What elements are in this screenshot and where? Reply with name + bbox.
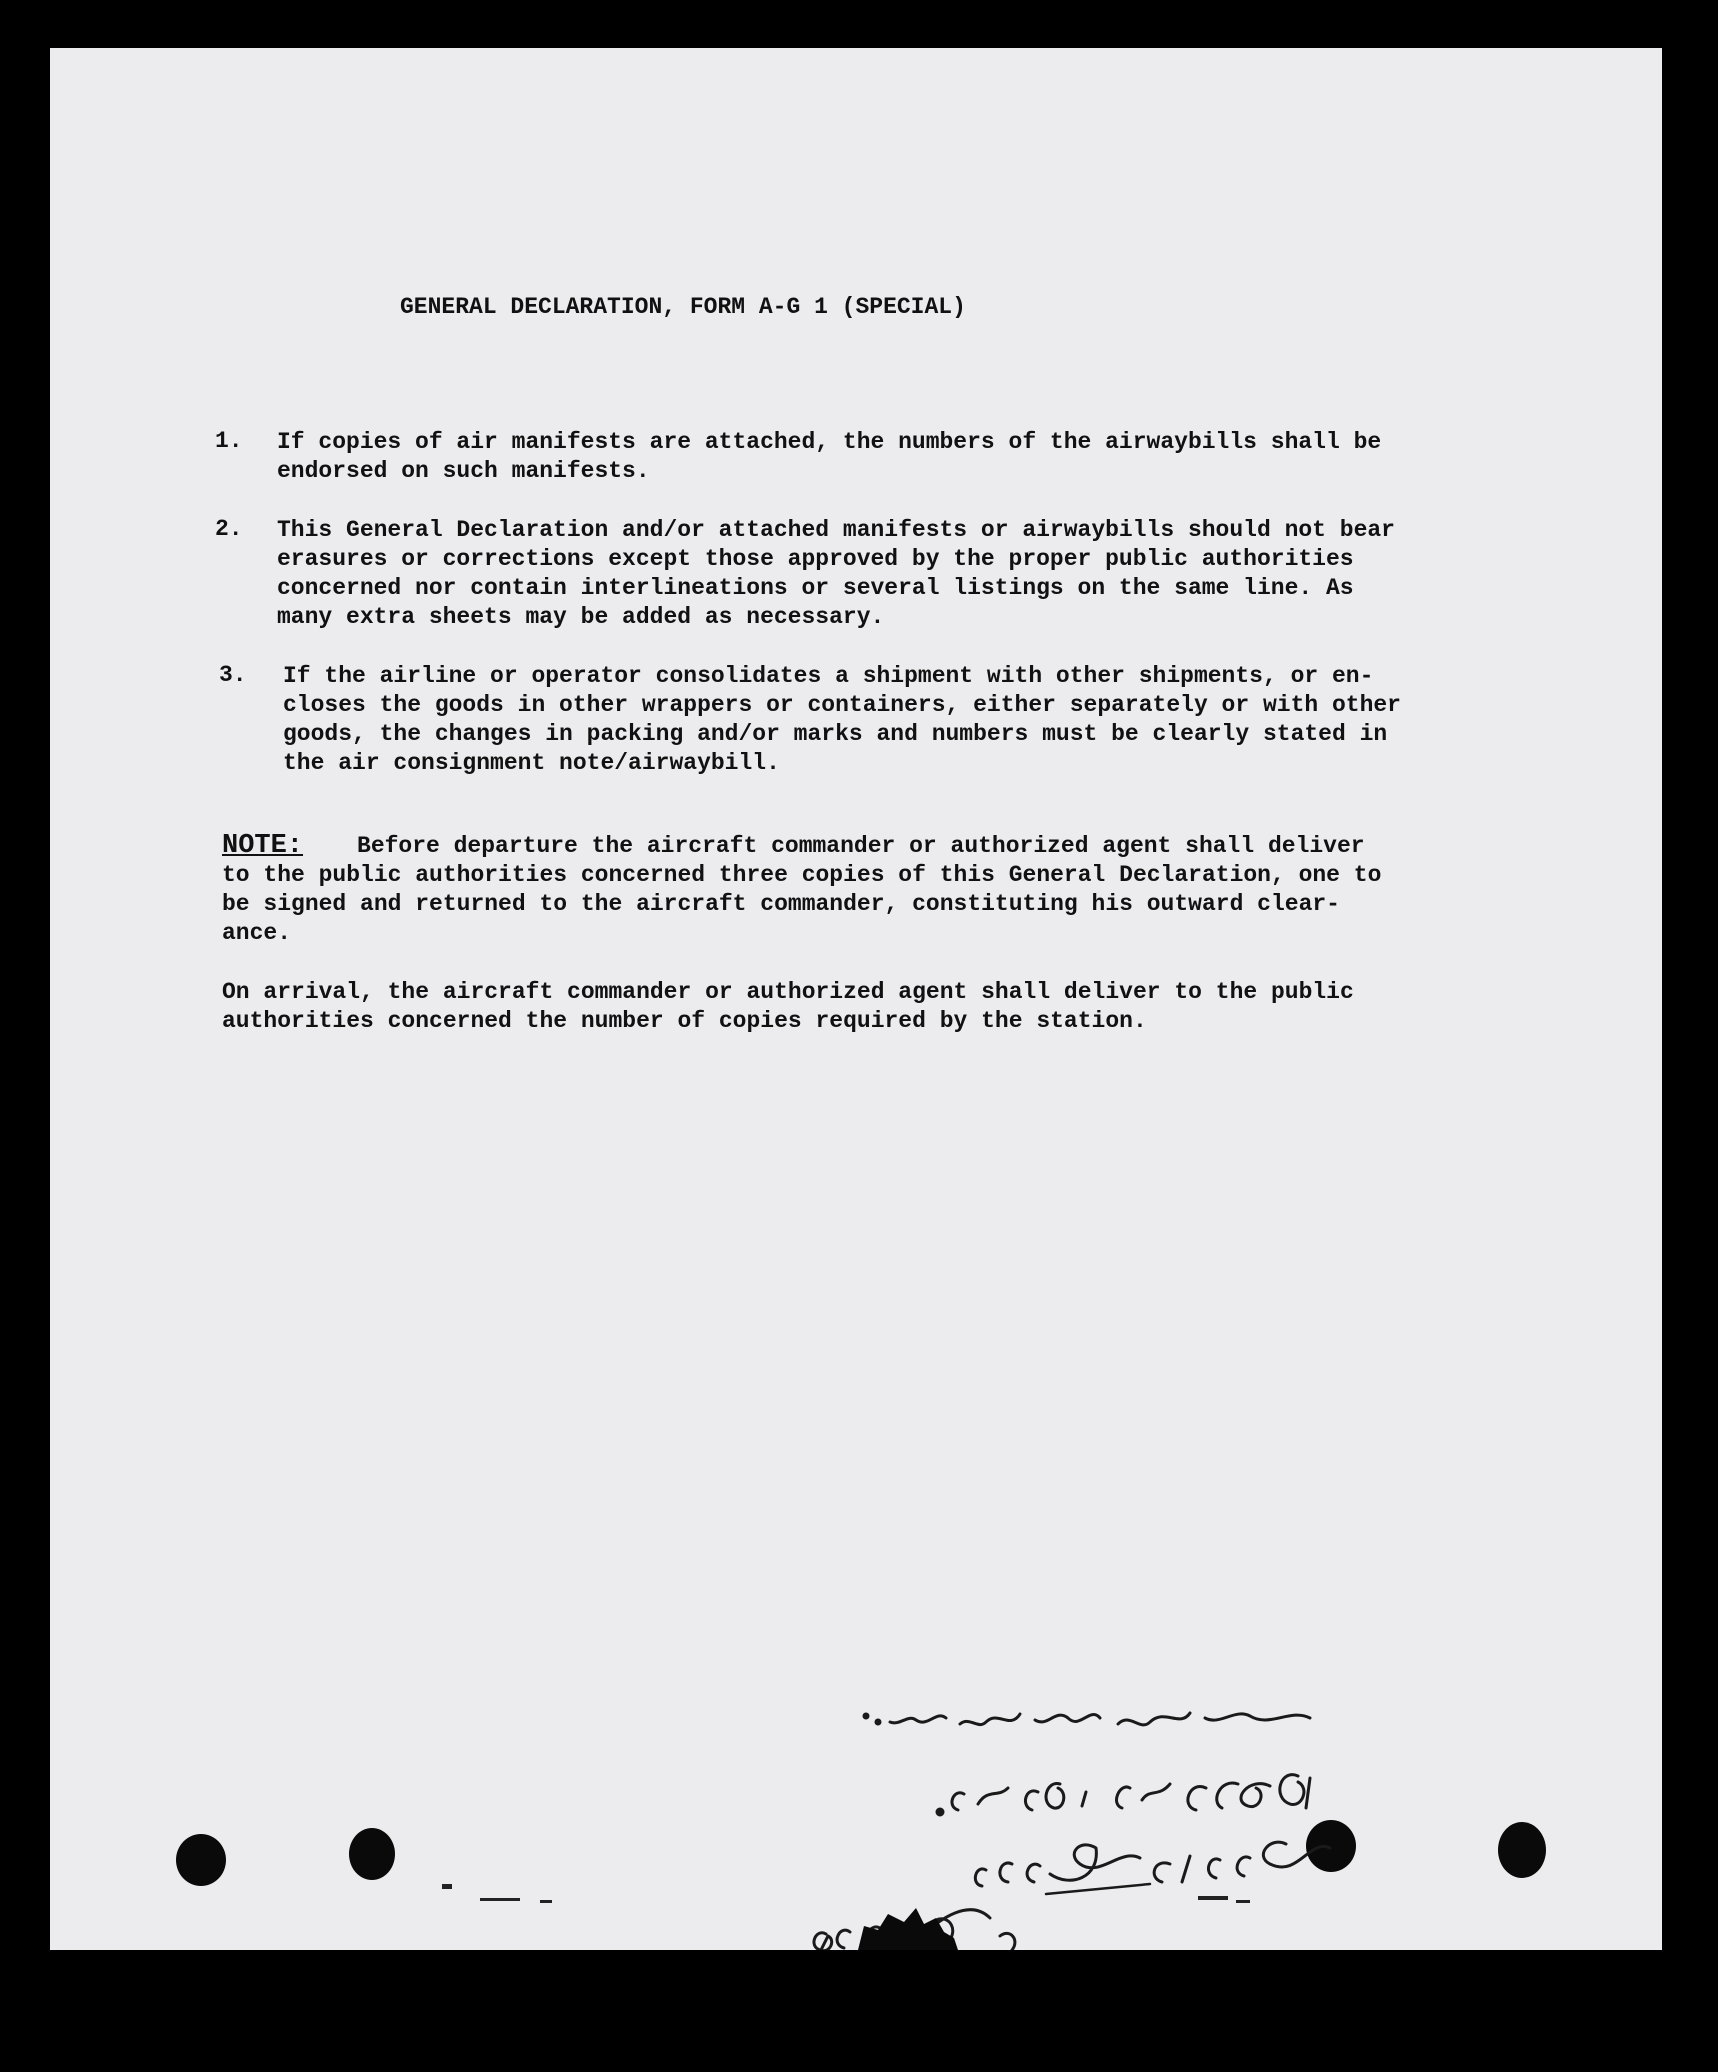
note-first-line	[222, 832, 1622, 861]
list-item-number: 1.	[215, 428, 243, 454]
note-paragraph	[222, 832, 1622, 948]
text-line: to the public authorities concerned three copies of this General Declaration, one to	[222, 862, 1382, 888]
text-line: authorities concerned the number of copies required by the station.	[222, 1008, 1147, 1034]
punch-hole	[1498, 1822, 1546, 1878]
text-line: many extra sheets may be added as necessary.	[277, 604, 885, 630]
text-line: If copies of air manifests are attached, the numbers of the airwaybills shall be	[277, 429, 1382, 455]
list-item-text	[283, 662, 1401, 778]
text-line: This General Declaration and/or attached manifests or airwaybills should not bear	[277, 517, 1395, 543]
document-title: GENERAL DECLARATION, FORM A-G 1 (SPECIAL)	[400, 294, 966, 320]
punch-hole	[349, 1828, 395, 1880]
list-item-number: 3.	[219, 662, 247, 688]
list-item-number: 2.	[215, 516, 243, 542]
list-item-text	[277, 428, 1381, 486]
text-line: ance.	[222, 920, 292, 946]
text-line: closes the goods in other wrappers or containers, either separately or with other	[283, 692, 1401, 718]
text-line: the air consignment note/airwaybill.	[283, 750, 780, 776]
note-label: NOTE:	[222, 831, 304, 861]
text-line: endorsed on such manifests.	[277, 458, 650, 484]
torn-edge	[858, 1908, 958, 1950]
text-line: erasures or corrections except those approved by the proper public authorities	[277, 546, 1354, 572]
text-line: concerned nor contain interlineations or several listings on the same line. As	[277, 575, 1354, 601]
text-line: On arrival, the aircraft commander or authorized agent shall deliver to the public	[222, 979, 1354, 1005]
punch-hole	[176, 1834, 226, 1886]
text-line: Before departure the aircraft commander or authorized agent shall deliver	[357, 833, 1365, 859]
arrival-paragraph	[222, 978, 1622, 1036]
handwritten-signature	[750, 1688, 1350, 1950]
text-line: be signed and returned to the aircraft commander, constituting his outward clear-	[222, 891, 1340, 917]
text-line: goods, the changes in packing and/or marks and numbers must be clearly stated in	[283, 721, 1388, 747]
text-line: If the airline or operator consolidates a shipment with other shipments, or en-	[283, 663, 1374, 689]
document-page	[50, 48, 1662, 1950]
list-item-text	[277, 516, 1395, 632]
